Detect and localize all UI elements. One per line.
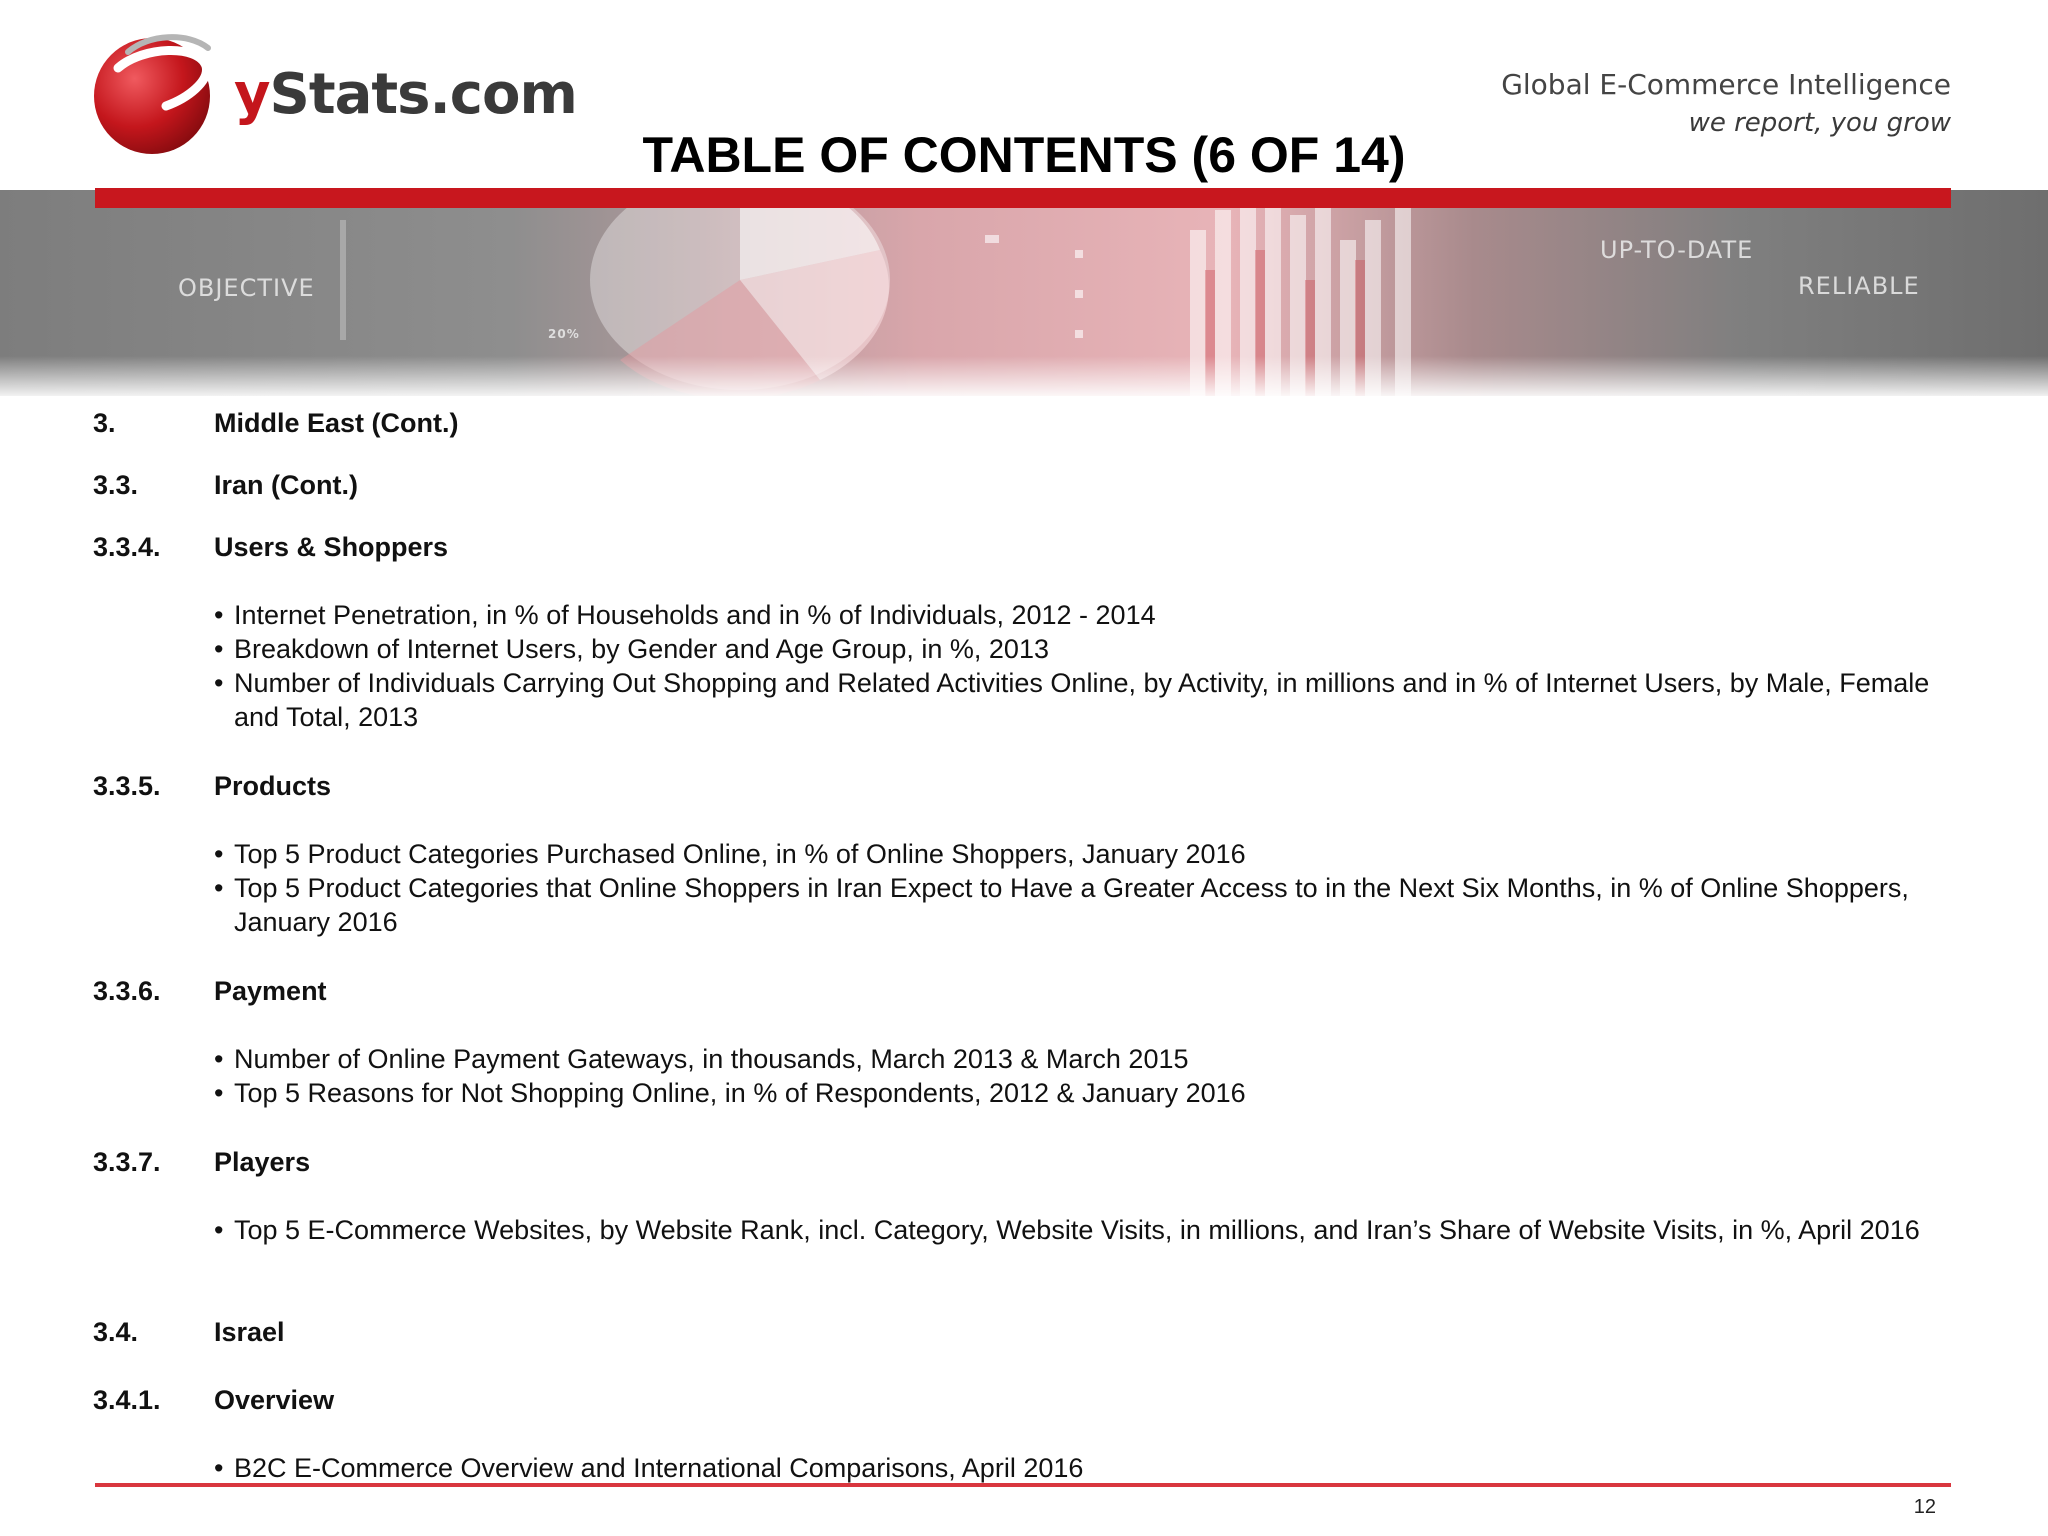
tagline-sub: we report, you grow [1688,108,1951,138]
toc-bullet-item: • Number of Individuals Carrying Out Shopping and Related Activities Online, by Activity, in millions and in % of Internet Users, by Male, Female and Total, 2013 [214,666,1954,734]
page-number: 12 [1913,1496,1936,1518]
banner-word-reliable: RELIABLE [1798,272,1920,300]
toc-heading-number: 3.3.5. [93,771,161,801]
toc-bullet-item: • Top 5 Product Categories Purchased Online, in % of Online Shoppers, January 2016 [214,837,1954,871]
toc-heading-label: Overview [214,1385,335,1415]
toc-heading-label: Israel [214,1317,285,1347]
toc-heading-number: 3.3. [93,470,139,500]
toc-bullet-item: • Breakdown of Internet Users, by Gender and Age Group, in %, 2013 [214,632,1954,666]
tagline-main: Global E-Commerce Intelligence [1501,68,1951,101]
footer-divider [95,1483,1951,1487]
toc-heading-label: Middle East (Cont.) [214,408,459,438]
toc-bullet-list [214,598,1954,734]
banner-word-objective: OBJECTIVE [178,274,315,302]
toc-bullet-item: • Internet Penetration, in % of Households and in % of Individuals, 2012 - 2014 [214,598,1954,632]
toc-bullet-item: • Top 5 Product Categories that Online Shoppers in Iran Expect to Have a Greater Access to in the Next Six Months, in % of Online Shoppers, January 2016 [214,871,1954,939]
banner-fade [0,356,2048,396]
toc-heading-number: 3.4. [93,1317,139,1347]
toc-heading-label: Products [214,771,332,801]
title-underline-bar [95,188,1951,208]
banner-chart-label: 20% [548,327,580,341]
toc-bullet-list [214,1042,1954,1110]
toc-heading-label: Payment [214,976,327,1006]
toc-heading-number: 3.3.6. [93,976,161,1006]
toc-bullet-item: • Number of Online Payment Gateways, in thousands, March 2013 & March 2015 [214,1042,1954,1076]
header-banner [0,190,2048,396]
toc-heading-label: Iran (Cont.) [214,470,358,500]
page-title: TABLE OF CONTENTS (6 OF 14) [642,127,1406,183]
toc-bullet-list [214,1213,1954,1247]
toc-bullet-list [214,1451,1954,1485]
toc-heading-number: 3. [93,408,116,438]
toc-bullet-item: • Top 5 E-Commerce Websites, by Website Rank, incl. Category, Website Visits, in millions, and Iran’s Share of Website Visits, in %, April 2016 [214,1213,1954,1247]
logo-wordmark: yStats.com [234,62,577,127]
toc-heading-number: 3.4.1. [93,1385,161,1415]
toc-heading-label: Players [214,1147,311,1177]
toc-bullet-item: • Top 5 Reasons for Not Shopping Online, in % of Respondents, 2012 & January 2016 [214,1076,1954,1110]
banner-word-up-to-date: UP-TO-DATE [1600,236,1754,264]
toc-bullet-item: • B2C E-Commerce Overview and International Comparisons, April 2016 [214,1451,1954,1485]
toc-heading-number: 3.3.7. [93,1147,161,1177]
toc-heading-label: Users & Shoppers [214,532,449,562]
toc-heading-number: 3.3.4. [93,532,161,562]
toc-bullet-list [214,837,1954,939]
